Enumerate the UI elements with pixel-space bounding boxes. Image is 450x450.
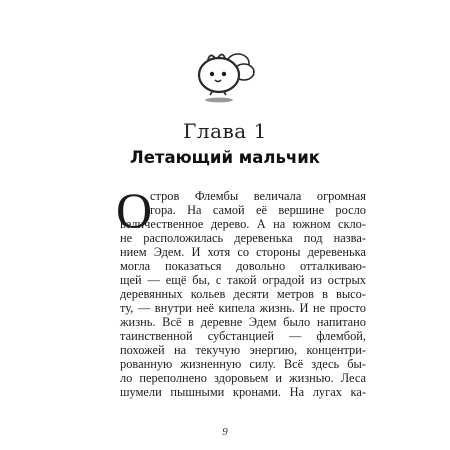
- text-line: деревянных кольев десяти метров в высо-: [120, 287, 366, 301]
- chapter-title: Летающий мальчик: [130, 148, 320, 167]
- winged-creature-icon: [184, 42, 268, 108]
- text-line: ту, — внутри неё кипела жизнь. И не просто: [120, 301, 366, 315]
- text-line: рованную жизненную силу. Всё здесь бы-: [120, 357, 366, 371]
- drop-cap: О: [116, 182, 153, 238]
- text-line: могла показаться довольно отталкиваю-: [120, 259, 366, 273]
- text-line: таинственной субстанцией — флембой,: [120, 329, 366, 343]
- chapter-number: Глава 1: [183, 119, 267, 143]
- text-line: величественное дерево. А на южном скло-: [120, 217, 366, 231]
- text-line: ло переполнено здоровьем и жизнью. Леса: [120, 371, 366, 385]
- text-line: гора. На самой её вершине росло: [150, 203, 366, 217]
- text-line: шумели пышными кронами. На лугах ка-: [120, 385, 366, 399]
- body-text: [120, 189, 366, 399]
- text-line: похожей на текучую энергию, концентри-: [120, 343, 366, 357]
- text-line: не расположилась деревенька под назва-: [120, 231, 366, 245]
- text-line: жизнь. Всё в деревне Эдем было напитано: [120, 315, 366, 329]
- text-line: стров Флембы величала огромная: [150, 189, 366, 203]
- page-number: 9: [222, 426, 228, 438]
- text-line: щей — ещё бы, с такой оградой из острых: [120, 273, 366, 287]
- text-line: нием Эдем. И хотя со стороны деревенька: [120, 245, 366, 259]
